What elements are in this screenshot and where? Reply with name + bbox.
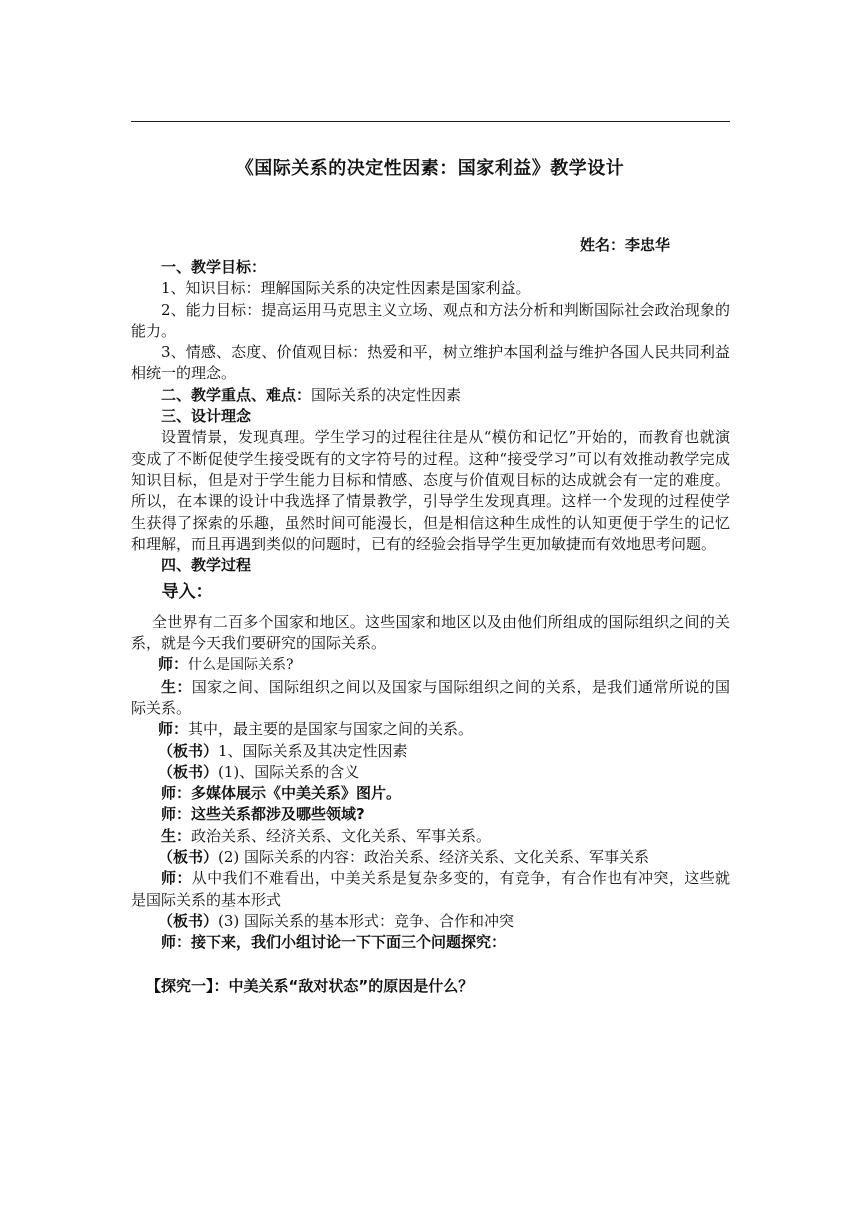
- board-text: (3) 国际关系的基本形式：竞争、合作和冲突: [218, 911, 515, 930]
- board-text: (2) 国际关系的内容：政治关系、经济关系、文化关系、军事关系: [218, 848, 650, 867]
- key-heading: 二、教学重点、难点：: [161, 385, 312, 404]
- board-label: （板书）: [158, 741, 219, 760]
- author-name: 姓名：李忠华: [580, 236, 671, 254]
- concept-heading: 三、设计理念: [161, 407, 252, 426]
- dialogue-line: [131, 719, 730, 740]
- dialogue-line: 师：这些关系都涉及哪些领域?: [161, 805, 365, 824]
- board-line: [131, 911, 730, 932]
- board-line: [131, 847, 730, 868]
- dialogue-text: 政治关系、经济关系、文化关系、军事关系。: [191, 826, 492, 845]
- concept-text: 设置情景，发现真理。学生学习的过程往往是从“模仿和记忆”开始的，而教育也就演变成了不断促使学生接受既有的文字符号的过程。这种“接受学习”可以有效推动教学完成知识目标，但是对于学生能力目标和情感、态度与价值观目标的达成就会有一定的难度。所以，在本课的设计中我选择了情景教学，引导学生发现真理。这样一个发现的过程使学生获得了探索的乐趣，虽然时间可能漫长，但是相信这种生成性的认知更便于学生的记忆和理解，而且再遇到类似的问题时，已有的经验会指导学生更加敏捷而有效地思考问题。: [131, 428, 730, 553]
- intro-text: 全世界有二百多个国家和地区。这些国家和地区以及由他们所组成的国际组织之间的关系，就是今天我们要研究的国际关系。: [131, 612, 730, 653]
- board-text: 1、国际关系及其决定性因素: [218, 741, 408, 760]
- dialogue-text: 什么是国际关系?: [188, 657, 294, 674]
- board-label: （板书）: [158, 911, 219, 930]
- dialogue-text: 其中，最主要的是国家与国家之间的关系。: [188, 720, 474, 739]
- dialogue-line: 师：接下来，我们小组讨论一下下面三个问题探究：: [161, 933, 507, 952]
- board-label: （板书）: [158, 762, 219, 781]
- board-line: [131, 762, 730, 783]
- speaker-label: 生：: [161, 677, 192, 696]
- dialogue-text: 从中我们不难看出，中美关系是复杂多变的，有竞争，有合作也有冲突，这些就是国际关系的基本形式: [131, 869, 730, 909]
- dialogue-line: 师：多媒体展示《中美关系》图片。: [161, 784, 402, 803]
- goals-heading: 一、教学目标：: [161, 258, 267, 276]
- board-line: [131, 741, 730, 762]
- dialogue-text: 国家之间、国际组织之间以及国家与国际组织之间的关系，是我们通常所说的国际关系。: [131, 677, 730, 717]
- header-rule: [131, 121, 730, 122]
- board-label: （板书）: [158, 848, 219, 867]
- key-points: [131, 385, 730, 406]
- speaker-label: 生：: [161, 826, 192, 845]
- board-text: (1)、国际关系的含义: [218, 762, 360, 781]
- key-text: 国际关系的决定性因素: [311, 385, 462, 404]
- dialogue-line: [131, 677, 730, 720]
- document-body: [131, 257, 730, 997]
- document-title: 《国际关系的决定性因素：国家利益》教学设计: [235, 158, 625, 179]
- goal-ability: 2、能力目标：提高运用马克思主义立场、观点和方法分析和判断国际社会政治现象的能力。: [131, 300, 730, 340]
- spacer: [131, 954, 730, 976]
- intro-heading: 导入：: [161, 582, 213, 603]
- dialogue-line: [131, 654, 730, 676]
- explore-heading: 【探究一】：中美关系“敌对状态”的原因是什么？: [146, 976, 474, 995]
- dialogue-line: [131, 826, 730, 847]
- dialogue-line: [131, 868, 730, 911]
- goal-emotion: 3、情感、态度、价值观目标：热爱和平，树立维护本国利益与维护各国人民共同利益相统一的理念。: [131, 343, 730, 383]
- speaker-label: 师：: [158, 720, 189, 739]
- goal-knowledge: 1、知识目标：理解国际关系的决定性因素是国家利益。: [161, 279, 531, 298]
- speaker-label: 师：: [158, 655, 189, 674]
- speaker-label: 师：: [161, 869, 192, 888]
- process-heading: 四、教学过程: [161, 556, 252, 575]
